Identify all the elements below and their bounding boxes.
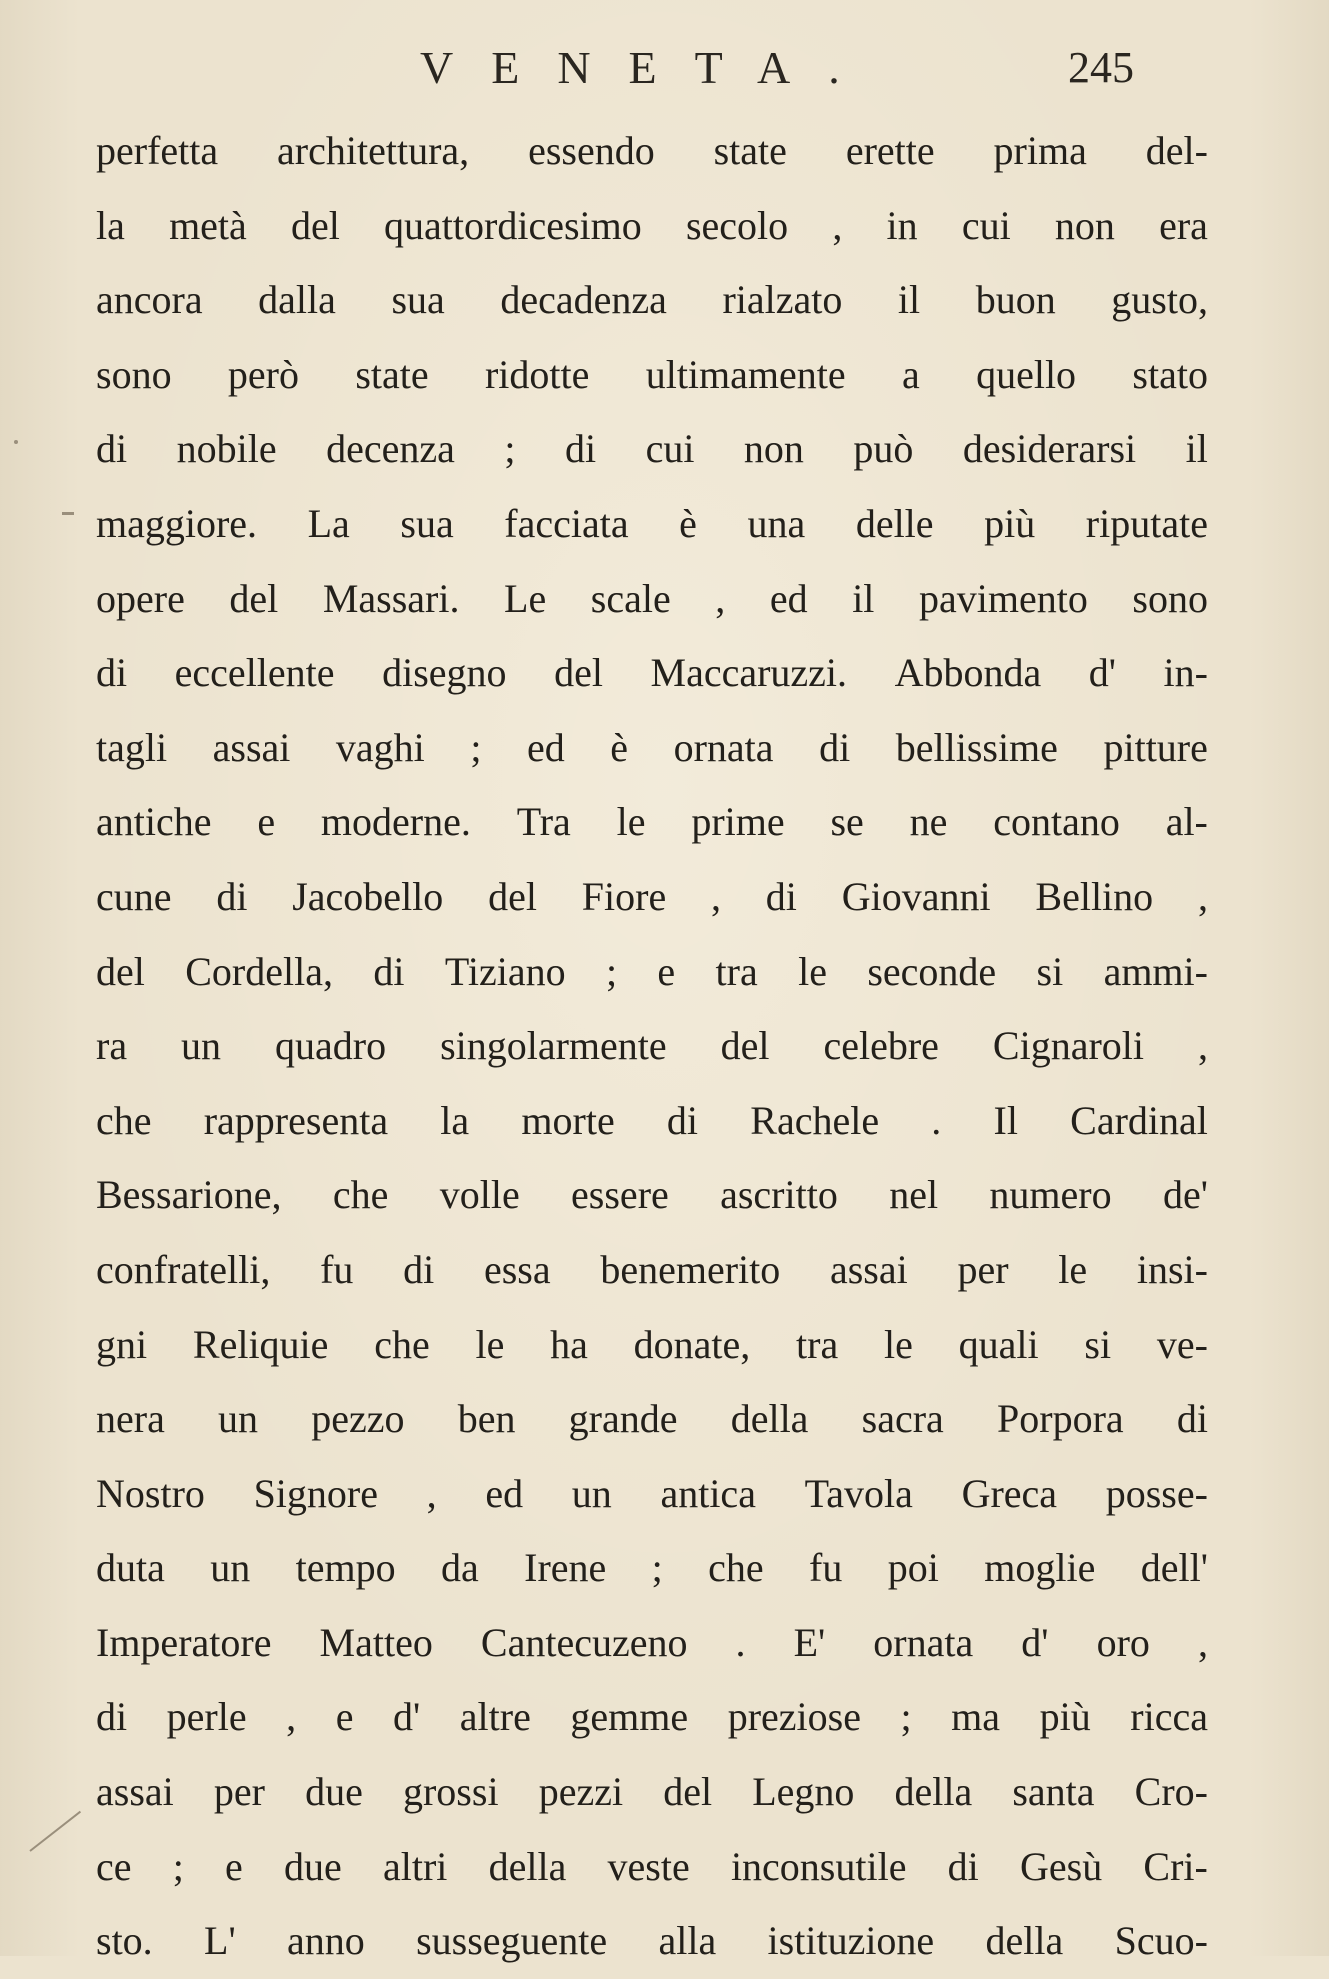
word: della [985, 1918, 1064, 1964]
word: d' [1088, 650, 1116, 696]
word: architettura, [277, 128, 470, 173]
margin-stroke [29, 1811, 81, 1852]
word: fu [809, 1545, 843, 1591]
word: il [897, 277, 921, 323]
word: le [616, 799, 646, 845]
word: perfetta [96, 128, 219, 173]
text-line [96, 785, 1208, 860]
word: a [901, 351, 920, 397]
text-line [96, 1904, 1208, 1979]
text-line [96, 1084, 1208, 1159]
word: nel [889, 1172, 939, 1218]
word: santa [1012, 1769, 1095, 1815]
word: , [1197, 873, 1208, 919]
text-line [96, 1457, 1208, 1532]
word: altri [382, 1843, 448, 1889]
text-line [96, 636, 1208, 711]
word: in [886, 202, 918, 248]
word: ancora [96, 277, 203, 323]
word: del [554, 650, 603, 696]
word: singolarmente [440, 1023, 667, 1069]
word: le [798, 948, 827, 994]
word: dell' [1140, 1545, 1208, 1591]
word: ed [485, 1470, 524, 1516]
word: ornata [873, 1619, 974, 1665]
word: Cantecuzeno [480, 1619, 688, 1665]
word: istituzione [767, 1918, 935, 1964]
word: del [229, 575, 279, 621]
word: il [852, 575, 875, 621]
word: , [286, 1694, 297, 1740]
word: bellissime [895, 724, 1058, 770]
word: un [571, 1470, 612, 1516]
word: della [730, 1396, 809, 1442]
word: Irene [524, 1545, 607, 1591]
text-line [96, 1308, 1208, 1383]
word: di [216, 873, 248, 919]
word: si [1084, 1321, 1112, 1367]
word: ultimamente [645, 351, 846, 397]
word: era [1159, 202, 1208, 248]
word: che [708, 1545, 764, 1591]
word: metà [169, 202, 247, 248]
word: Tra [516, 799, 571, 845]
word: maggiore. [96, 500, 258, 546]
text-line [96, 1606, 1208, 1681]
word: è [610, 724, 629, 770]
word: di [96, 650, 128, 696]
word: nera [96, 1396, 165, 1442]
word: decenza [326, 426, 455, 472]
word: ridotte [484, 351, 590, 397]
word: del [290, 202, 340, 248]
word: preziose [727, 1694, 861, 1740]
word: delle [855, 500, 934, 546]
word: confratelli, [96, 1246, 271, 1292]
word: Gesù [1020, 1843, 1103, 1889]
word: al- [1165, 799, 1208, 845]
text-line [96, 1680, 1208, 1755]
word: Cordella, [185, 948, 333, 994]
text-line [96, 562, 1208, 637]
word: che [96, 1097, 152, 1143]
word: e [657, 948, 676, 994]
word: Rachele [750, 1097, 880, 1143]
word: Nostro [96, 1470, 205, 1516]
word: più [984, 500, 1036, 546]
word: di [373, 948, 405, 994]
word: antiche [96, 799, 212, 845]
word: le [883, 1321, 913, 1367]
word: il [1185, 426, 1208, 472]
word: Abbonda [894, 650, 1042, 696]
word: di [819, 724, 851, 770]
word: , [1197, 1023, 1208, 1069]
word: della [488, 1843, 567, 1889]
word: rialzato [722, 277, 843, 323]
word: ; [172, 1843, 184, 1889]
word: state [713, 128, 787, 173]
word: Maccaruzzi. [650, 650, 848, 696]
word: ve- [1156, 1321, 1208, 1367]
word: Le [504, 575, 547, 621]
word: scale [590, 575, 671, 621]
word: quali [958, 1321, 1039, 1367]
word: celebre [823, 1023, 939, 1069]
word: dalla [258, 277, 336, 323]
word: essa [483, 1246, 551, 1292]
word: disegno [382, 650, 507, 696]
word: assai [96, 1769, 174, 1815]
word: Tiziano [444, 948, 566, 994]
word: Cardinal [1070, 1097, 1208, 1143]
word: opere [96, 575, 185, 621]
margin-dash [62, 512, 74, 515]
text-line [96, 1531, 1208, 1606]
word: però [227, 351, 299, 397]
word: ricca [1130, 1694, 1208, 1740]
word: Legno [752, 1769, 855, 1815]
word: di [1176, 1396, 1208, 1442]
word: ed [526, 724, 565, 770]
word: rappresenta [203, 1097, 389, 1143]
word: un [181, 1023, 222, 1069]
word: Cro- [1134, 1769, 1208, 1815]
word: che [374, 1321, 430, 1367]
word: le [1058, 1246, 1088, 1292]
word: Giovanni [841, 873, 991, 919]
word: cui [645, 426, 695, 472]
text-line [96, 1382, 1208, 1457]
word: essendo [528, 128, 655, 173]
text-line [96, 189, 1208, 264]
word: ; [504, 426, 516, 472]
word: Reliquie [192, 1321, 329, 1367]
word: può [853, 426, 914, 472]
word: grossi [402, 1769, 499, 1815]
word: seconde [867, 948, 997, 994]
word: moglie [984, 1545, 1096, 1591]
word: morte [521, 1097, 615, 1143]
word: due [284, 1843, 342, 1889]
word: della [894, 1769, 973, 1815]
text-line [96, 935, 1208, 1010]
text-line [96, 114, 1208, 189]
word: gusto, [1111, 277, 1208, 323]
word: di [564, 426, 597, 472]
word: sua [400, 500, 454, 546]
word: una [747, 500, 806, 546]
word: gemme [570, 1694, 689, 1740]
text-line [96, 338, 1208, 413]
word: ; [651, 1545, 663, 1591]
word: Bellino [1035, 873, 1154, 919]
word: Cri- [1143, 1843, 1208, 1889]
word: del [720, 1023, 770, 1069]
word: sono [1132, 575, 1208, 621]
word: Bessarione, [96, 1172, 282, 1218]
word: assai [212, 724, 291, 770]
word: quello [976, 351, 1077, 397]
word: donate, [633, 1321, 751, 1367]
text-line [96, 1009, 1208, 1084]
word: inconsutile [730, 1843, 907, 1889]
word: E' [793, 1619, 826, 1665]
word: alla [658, 1918, 717, 1964]
word: cune [96, 873, 172, 919]
text-line [96, 487, 1208, 562]
word: erette [845, 128, 935, 173]
word: Jacobello [292, 873, 444, 919]
running-head [0, 38, 1329, 98]
word: del [488, 873, 537, 919]
word: ornata [673, 724, 774, 770]
text-line [96, 860, 1208, 935]
word: contano [993, 799, 1120, 845]
word: stato [1132, 351, 1208, 397]
text-line [96, 412, 1208, 487]
word: Tavola [804, 1470, 913, 1516]
word: tagli [96, 724, 168, 770]
word: in- [1163, 650, 1208, 696]
word: le [475, 1321, 505, 1367]
word: ra [96, 1023, 128, 1069]
word: per [213, 1769, 265, 1815]
word: pitture [1103, 724, 1208, 770]
text-line [96, 1830, 1208, 1905]
word: assai [829, 1246, 908, 1292]
word: L' [204, 1918, 236, 1964]
word: per [957, 1246, 1009, 1292]
word: Massari. [322, 575, 460, 621]
word: di [96, 426, 128, 472]
word: Il [993, 1097, 1018, 1143]
word: quadro [275, 1023, 387, 1069]
word: di [666, 1097, 699, 1143]
word: riputate [1085, 500, 1208, 546]
word: , [1197, 1619, 1208, 1665]
word: ne [909, 799, 948, 845]
word: Signore [253, 1470, 378, 1516]
word: più [1039, 1694, 1091, 1740]
word: non [1054, 202, 1115, 248]
word: Matteo [319, 1619, 433, 1665]
word: eccellente [174, 650, 335, 696]
word: due [305, 1769, 363, 1815]
word: che [332, 1172, 389, 1218]
word: da [440, 1545, 479, 1591]
word: moderne. [320, 799, 471, 845]
word: altre [459, 1694, 531, 1740]
word: desiderarsi [962, 426, 1137, 472]
word: pavimento [918, 575, 1088, 621]
word: ascritto [720, 1172, 838, 1218]
word: anno [286, 1918, 365, 1964]
word: buon [975, 277, 1056, 323]
word: prime [691, 799, 785, 845]
word: , [832, 202, 843, 248]
text-line [96, 1158, 1208, 1233]
word: la [440, 1097, 470, 1143]
word: tempo [295, 1545, 396, 1591]
word: ; [900, 1694, 912, 1740]
word: di [947, 1843, 979, 1889]
word: Cignaroli [992, 1023, 1144, 1069]
word: veste [607, 1843, 690, 1889]
word: fu [320, 1246, 354, 1292]
word: tra [715, 948, 758, 994]
word: perle [166, 1694, 247, 1740]
word: Porpora [997, 1396, 1124, 1442]
margin-dot [14, 440, 18, 444]
word: posse- [1105, 1470, 1208, 1516]
word: La [307, 500, 350, 546]
word: d' [1021, 1619, 1049, 1665]
word: essere [571, 1172, 669, 1218]
word: prima [993, 128, 1087, 173]
word: sono [96, 351, 172, 397]
word: è [679, 500, 697, 546]
word: . [931, 1097, 942, 1143]
word: secolo [685, 202, 789, 248]
word: numero [989, 1172, 1112, 1218]
word: la [96, 202, 125, 248]
word: del- [1145, 128, 1208, 173]
word: e [335, 1694, 354, 1740]
word: insi- [1136, 1246, 1208, 1292]
word: poi [887, 1545, 939, 1591]
word: un [218, 1396, 259, 1442]
word: di [403, 1246, 435, 1292]
running-title: VENETA. [420, 42, 878, 93]
text-line [96, 711, 1208, 786]
word: ben [457, 1396, 516, 1442]
word: decadenza [500, 277, 667, 323]
word: volle [439, 1172, 520, 1218]
word: Greca [961, 1470, 1058, 1516]
word: Imperatore [96, 1619, 272, 1665]
word: tra [796, 1321, 839, 1367]
word: ce [96, 1843, 132, 1889]
word: di [96, 1694, 128, 1740]
body-text [96, 114, 1208, 1979]
word: de' [1162, 1172, 1208, 1218]
word: quattordicesimo [384, 202, 642, 248]
word: cui [961, 202, 1011, 248]
word: facciata [504, 500, 629, 546]
word: non [743, 426, 804, 472]
text-line [96, 1233, 1208, 1308]
word: del [96, 948, 145, 994]
word: , [715, 575, 726, 621]
page-number: 245 [1068, 43, 1134, 92]
word: , [711, 873, 721, 919]
word: un [210, 1545, 251, 1591]
word: di [765, 873, 797, 919]
word: antica [660, 1470, 756, 1516]
word: Scuo- [1114, 1918, 1208, 1964]
word: sua [391, 277, 445, 323]
word: ammi- [1103, 948, 1208, 994]
word: ha [550, 1321, 588, 1367]
word: pezzi [538, 1769, 624, 1815]
word: Fiore [581, 873, 667, 919]
word: susseguente [416, 1918, 608, 1964]
word: , [426, 1470, 437, 1516]
word: e [257, 799, 276, 845]
word: . [735, 1619, 746, 1665]
word: d' [393, 1694, 421, 1740]
word: ; [470, 724, 482, 770]
word: e [225, 1843, 243, 1889]
word: benemerito [600, 1246, 781, 1292]
word: grande [568, 1396, 678, 1442]
word: gni [96, 1321, 148, 1367]
word: sacra [861, 1396, 944, 1442]
word: ma [951, 1694, 1001, 1740]
word: nobile [176, 426, 277, 472]
word: vaghi [335, 724, 425, 770]
word: se [830, 799, 864, 845]
word: ; [605, 948, 618, 994]
text-line [96, 263, 1208, 338]
word: del [663, 1769, 713, 1815]
word: sto. [96, 1918, 153, 1964]
word: pezzo [311, 1396, 405, 1442]
word: si [1036, 948, 1064, 994]
word: oro [1096, 1619, 1150, 1665]
word: ed [769, 575, 808, 621]
text-line [96, 1755, 1208, 1830]
word: duta [96, 1545, 165, 1591]
word: state [355, 351, 429, 397]
